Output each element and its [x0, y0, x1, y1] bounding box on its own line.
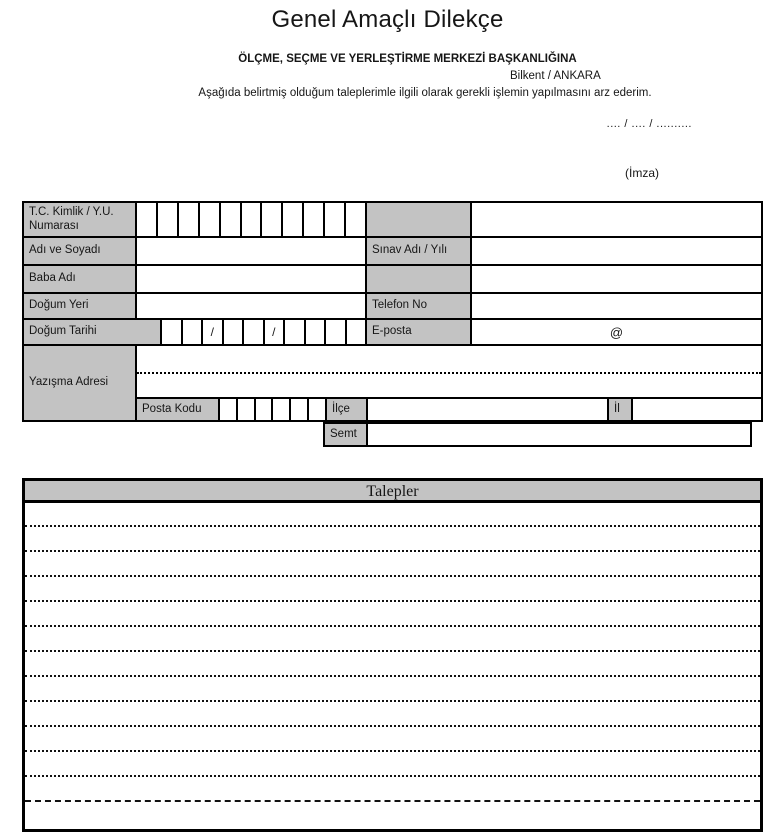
- posta-kodu-digit-box[interactable]: [220, 399, 236, 420]
- posta-kodu-digit-box[interactable]: [238, 399, 254, 420]
- dogum-tarihi-digit-box[interactable]: [244, 320, 263, 344]
- tc-kimlik-digit-box[interactable]: [137, 203, 156, 236]
- adi-soyadi-label: Adı ve Soyadı: [24, 238, 135, 264]
- eposta-field[interactable]: [472, 320, 761, 344]
- talepler-writing-line[interactable]: [25, 575, 760, 577]
- talepler-writing-line[interactable]: [25, 625, 760, 627]
- baba-adi-side-field[interactable]: [472, 266, 761, 292]
- tc-kimlik-digit-box[interactable]: [325, 203, 344, 236]
- posta-kodu-label: Posta Kodu: [137, 399, 218, 420]
- adi-soyadi-field[interactable]: [137, 238, 365, 264]
- posta-kodu-digit-box[interactable]: [309, 399, 325, 420]
- tc-kimlik-digit-box[interactable]: [158, 203, 177, 236]
- tc-kimlik-digit-box[interactable]: [346, 203, 365, 236]
- dogum-yeri-field[interactable]: [137, 294, 365, 318]
- petition-body-text: Aşağıda belirtmiş olduğum taleplerimle ilgili olarak gerekli işlemin yapılmasını arz ederim.: [198, 87, 652, 99]
- personal-info-table: [22, 201, 763, 422]
- semt-label: Semt: [325, 424, 366, 445]
- talepler-writing-line[interactable]: [25, 650, 760, 652]
- talepler-writing-line[interactable]: [25, 700, 760, 702]
- tc-kimlik-boxes: [137, 203, 365, 236]
- sinav-adi-label: Sınav Adı / Yılı: [367, 238, 470, 264]
- tc-kimlik-digit-box[interactable]: [221, 203, 240, 236]
- eposta-label: E-posta: [367, 320, 470, 344]
- talepler-writing-line[interactable]: [25, 600, 760, 602]
- tc-kimlik-side-field[interactable]: [472, 203, 761, 236]
- at-symbol: @: [609, 324, 624, 340]
- semt-row: [323, 422, 752, 447]
- sinav-adi-field[interactable]: [472, 238, 761, 264]
- telefon-field[interactable]: [472, 294, 761, 318]
- tc-kimlik-digit-box[interactable]: [262, 203, 281, 236]
- page-title: Genel Amaçlı Dilekçe: [271, 6, 504, 33]
- posta-kodu-digit-box[interactable]: [256, 399, 272, 420]
- date-separator: /: [265, 320, 284, 344]
- tc-kimlik-digit-box[interactable]: [283, 203, 302, 236]
- dogum-tarihi-digit-box[interactable]: [326, 320, 345, 344]
- ilce-field[interactable]: [368, 399, 607, 420]
- date-separator: /: [203, 320, 222, 344]
- yazisma-adresi-label: Yazışma Adresi: [24, 346, 135, 420]
- recipient-line: ÖLÇME, SEÇME VE YERLEŞTİRME MERKEZİ BAŞKANLIĞINA: [238, 53, 577, 65]
- dogum-tarihi-digit-box[interactable]: [306, 320, 325, 344]
- talepler-writing-area[interactable]: [25, 503, 760, 825]
- talepler-writing-line[interactable]: [25, 775, 760, 777]
- baba-adi-label: Baba Adı: [24, 266, 135, 292]
- tc-kimlik-digit-box[interactable]: [200, 203, 219, 236]
- date-fill-in[interactable]: .... / .... / ..........: [606, 118, 692, 130]
- dogum-tarihi-digit-box[interactable]: [347, 320, 366, 344]
- posta-kodu-boxes: [220, 399, 325, 420]
- tc-kimlik-digit-box[interactable]: [242, 203, 261, 236]
- dogum-tarihi-digit-box[interactable]: [224, 320, 243, 344]
- talepler-writing-line[interactable]: [25, 550, 760, 552]
- posta-kodu-digit-box[interactable]: [273, 399, 289, 420]
- talepler-writing-line[interactable]: [25, 725, 760, 727]
- baba-adi-side-spacer: [367, 266, 470, 292]
- talepler-writing-line[interactable]: [25, 800, 760, 802]
- dogum-tarihi-boxes: [162, 320, 365, 344]
- dogum-tarihi-digit-box[interactable]: [183, 320, 202, 344]
- talepler-writing-line[interactable]: [25, 675, 760, 677]
- talepler-writing-line[interactable]: [25, 750, 760, 752]
- posta-kodu-digit-box[interactable]: [291, 399, 307, 420]
- talepler-writing-line[interactable]: [25, 525, 760, 527]
- il-field[interactable]: [633, 399, 761, 420]
- tc-kimlik-digit-box[interactable]: [179, 203, 198, 236]
- il-label: İl: [609, 399, 631, 420]
- dogum-tarihi-digit-box[interactable]: [285, 320, 304, 344]
- semt-field[interactable]: [368, 424, 750, 445]
- dogum-yeri-label: Doğum Yeri: [24, 294, 135, 318]
- recipient-location: Bilkent / ANKARA: [510, 70, 601, 82]
- address-writing-line: [137, 372, 761, 374]
- baba-adi-field[interactable]: [137, 266, 365, 292]
- talepler-section: [22, 478, 763, 832]
- dogum-tarihi-digit-box[interactable]: [162, 320, 181, 344]
- tc-kimlik-side-spacer: [367, 203, 470, 236]
- ilce-label: İlçe: [327, 399, 366, 420]
- talepler-header: Talepler: [25, 481, 760, 503]
- signature-label: (İmza): [625, 166, 659, 180]
- tc-kimlik-digit-box[interactable]: [304, 203, 323, 236]
- tc-kimlik-label: T.C. Kimlik / Y.U. Numarası: [24, 203, 135, 236]
- dogum-tarihi-label: Doğum Tarihi: [24, 320, 160, 344]
- yazisma-adresi-field[interactable]: [137, 346, 761, 397]
- telefon-label: Telefon No: [367, 294, 470, 318]
